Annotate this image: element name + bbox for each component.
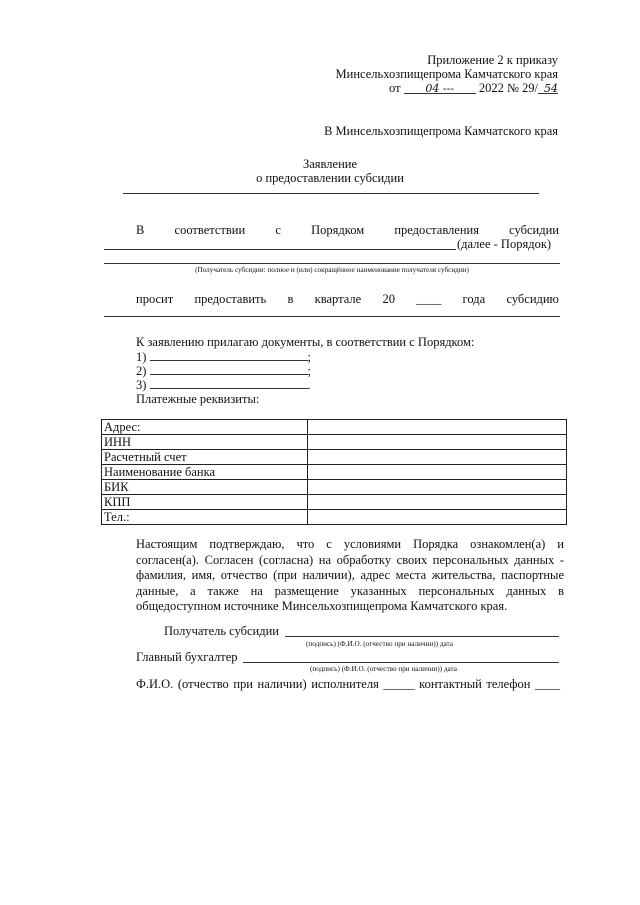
recipient-caption: (Получатель субсидии: полное и (или) сокращённое наименование получателя субсидии) [195,266,469,274]
attachment-end: . [307,378,311,392]
recipient-name-line-2[interactable] [104,263,560,264]
row-label: КПП [102,495,308,510]
handwritten-date: 04 --- [404,82,476,94]
recipient-signature-label: Получатель субсидии [164,624,279,638]
request-word: в [287,292,294,306]
executor-word: исполнителя [311,677,379,691]
row-value[interactable] [308,510,567,525]
accountant-signature-label: Главный бухгалтер [136,650,238,664]
table-row [102,435,567,450]
executor-word: телефон [486,677,531,691]
confirmation-paragraph: Настоящим подтверждаю, что с условиями Порядка ознакомлен(а) и согласен(а). Согласен (согласна) на обработку своих персональных данных - фамилия, имя, отчество (при наличии), адрес места жительства, паспортные данные, а также на размещение указанных персональных данных в общедоступном источнике Минсельхозпищепрома Камчатского края. [136,537,564,614]
recipient-signature-line[interactable] [285,636,559,637]
table-row [102,510,567,525]
intro-word: В [136,223,145,237]
intro-line [136,223,559,237]
executor-phone-field[interactable]: ____ [534,677,560,691]
table-row [102,450,567,465]
intro-word: соответствии [174,223,246,237]
executor-word: при [233,677,253,691]
attachments-intro: К заявлению прилагаю документы, в соответствии с Порядком: [136,335,475,349]
accountant-signature-line[interactable] [243,662,559,663]
document-subtitle: о предоставлении субсидии [256,171,404,185]
recipient-name-line[interactable] [104,249,456,250]
intro-word: с [275,223,281,237]
executor-line [136,677,560,691]
attachment-field[interactable] [150,349,308,361]
row-label: ИНН [102,435,308,450]
attachment-field[interactable] [150,377,308,389]
table-row [102,420,567,435]
document-title: Заявление [302,157,357,171]
executor-word: контактный [419,677,482,691]
row-value[interactable] [308,495,567,510]
intro-word: предоставления [394,223,479,237]
year-number: 2022 № 29/ [478,81,538,95]
attachment-field[interactable] [150,363,308,375]
attachment-item [136,349,311,364]
row-value[interactable] [308,435,567,450]
row-value[interactable] [308,465,567,480]
row-value[interactable] [308,480,567,495]
attachment-item [136,377,311,392]
row-label: Адрес: [102,420,308,435]
from-label: от [389,81,401,95]
request-word: предоставить [194,292,267,306]
attachment-number: 1) [136,350,147,364]
appendix-line: Приложение 2 к приказу [427,53,558,67]
table-row [102,495,567,510]
attachment-number: 3) [136,378,147,392]
request-word: года [462,292,486,306]
order-date-line [389,81,558,95]
attachment-number: 2) [136,364,147,378]
request-word: 20 [382,292,395,306]
row-label: Расчетный счет [102,450,308,465]
recipient-signature-caption: (подпись) (Ф.И.О. (отчество при наличии)) дата [306,640,453,648]
order-issuer-line: Минсельхозпищепрома Камчатского края [335,67,558,81]
table-row [102,465,567,480]
table-row [102,480,567,495]
executor-name-field[interactable]: _____ [383,677,415,691]
row-label: Тел.: [102,510,308,525]
attachment-end: ; [307,364,312,378]
accountant-signature-caption: (подпись) (Ф.И.О. (отчество при наличии)) дата [310,665,457,673]
intro-word: Порядком [311,223,365,237]
executor-word: наличии) [257,677,307,691]
request-word: субсидию [506,292,559,306]
payment-title: Платежные реквизиты: [136,392,260,406]
attachment-item [136,363,311,378]
row-value[interactable] [308,420,567,435]
request-line [136,292,559,306]
row-label: Наименование банка [102,465,308,480]
executor-word: Ф.И.О. [136,677,174,691]
addressee: В Минсельхозпищепрома Камчатского края [324,124,558,138]
executor-word: (отчество [177,677,229,691]
request-word: просит [136,292,174,306]
handwritten-number: 54 [538,82,558,94]
request-word: ____ [416,292,442,306]
order-reference: (далее - Порядок) [457,237,552,251]
row-value[interactable] [308,450,567,465]
request-word: квартале [314,292,362,306]
subsidy-purpose-line[interactable] [104,316,560,317]
row-label: БИК [102,480,308,495]
title-divider [123,193,539,194]
payment-details-table [101,419,567,525]
intro-word: субсидии [509,223,559,237]
attachment-end: ; [307,350,312,364]
